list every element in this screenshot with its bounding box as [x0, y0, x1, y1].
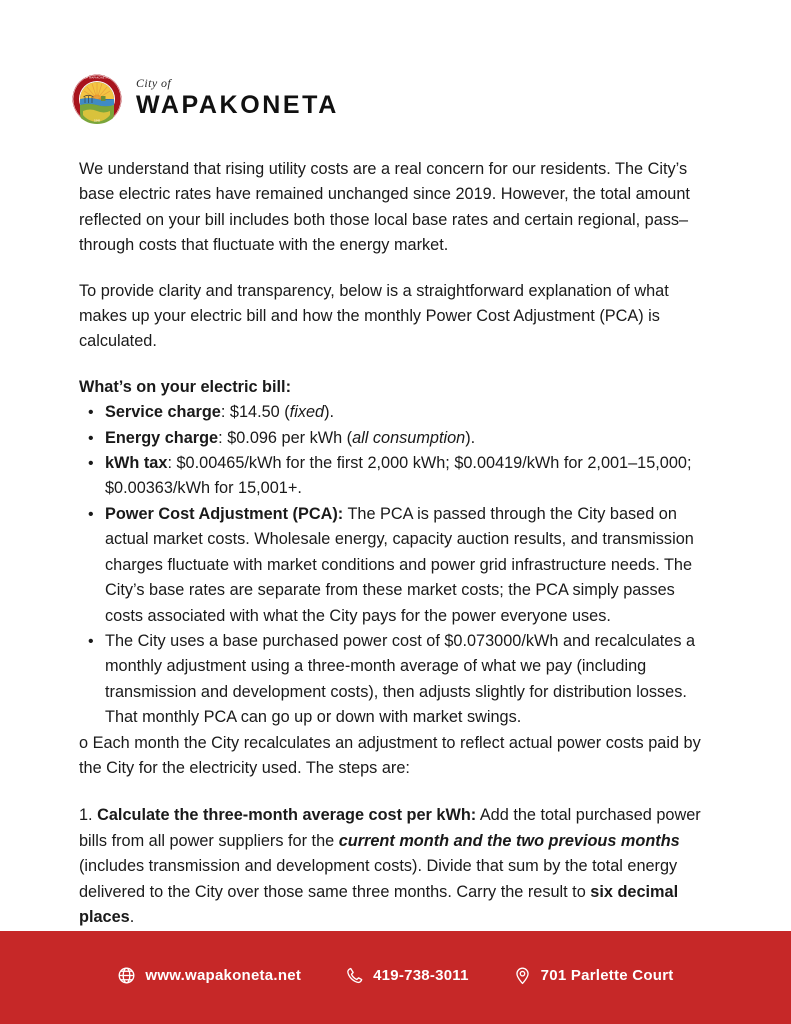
- electric-bill-section: [79, 375, 709, 782]
- bullet-text: $0.00465/kWh for the first 2,000 kWh; $0.00419/kWh for 2,001–15,000; $0.00363/kWh for 15,001+.: [105, 454, 692, 498]
- step-text-3: .: [129, 907, 135, 926]
- purpose-paragraph: To provide clarity and transparency, below is a straightforward explanation of what makes up your electric bill and how the monthly Power Cost Adjustment (PCA) is calculated.: [79, 281, 669, 351]
- step-text-2: (includes transmission and development costs). Divide that sum by the total energy delivered to the City over those same three months. Carry the result to: [79, 857, 678, 901]
- wordmark-city-name: WAPAKONETA: [136, 90, 339, 119]
- bill-component-list: [79, 400, 709, 730]
- footer-phone[interactable]: [345, 966, 469, 985]
- document-body: [79, 157, 709, 930]
- bullet-separator: :: [167, 454, 177, 473]
- list-item: [79, 629, 709, 731]
- footer-website[interactable]: [117, 966, 301, 985]
- step-text-1: Add the total purchased power bills from all power suppliers for the: [79, 806, 701, 850]
- footer-phone-label: 419-738-3011: [373, 967, 469, 984]
- step-heading: Calculate the three-month average cost per kWh:: [97, 806, 477, 825]
- svg-text:CITY OF WAPAKONETA, OHIO: CITY OF WAPAKONETA, OHIO: [77, 76, 117, 80]
- step-number: 1.: [79, 806, 98, 825]
- bullet-text: The PCA is passed through the City based on actual market costs. Wholesale energy, capacity auction results, and transmission charges fluctuate with market conditions and power grid infrastructure needs. The City’s base rates are separate from these market costs; the PCA simply passes costs associated with what the City pays for the power everyone uses.: [105, 504, 694, 625]
- footer-address[interactable]: [513, 966, 674, 985]
- bullet-text: The City uses a base purchased power cost of $0.073000/kWh and recalculates a monthly adjustment using a three-month average of what we pay (including transmission and development costs), then adjusts slightly for distribution losses. That monthly PCA can go up or down with market swings.: [105, 631, 696, 727]
- city-seal-icon: [72, 74, 122, 124]
- list-item: [79, 400, 709, 425]
- contact-footer: [0, 931, 791, 1024]
- svg-text:1849: 1849: [93, 119, 101, 123]
- bullet-emphasis: fixed: [289, 403, 325, 422]
- site-header: [72, 74, 339, 124]
- step-bold-tail: six decimal places: [79, 882, 679, 926]
- sub-note-line: o Each month the City recalculates an adjustment to reflect actual power costs paid by the City for the electricity used. The steps are:: [79, 733, 701, 777]
- list-item: [79, 426, 709, 451]
- footer-address-label: 701 Parlette Court: [540, 967, 674, 984]
- bullet-emphasis: all consumption: [352, 428, 466, 447]
- bullet-label: Service charge: [105, 403, 221, 422]
- step-emphasis: current month and the two previous months: [338, 831, 680, 850]
- bullet-separator: :: [220, 403, 230, 422]
- list-item: [79, 502, 709, 629]
- phone-icon: [345, 966, 364, 985]
- intro-paragraph: We understand that rising utility costs are a real concern for our residents. The City’s base electric rates have remained unchanged since 2019. However, the total amount reflected on your bill includes both those local base rates and certain regional, pass–through costs that fluctuate with the energy market.: [79, 160, 690, 255]
- spacer: [79, 781, 709, 803]
- globe-icon: [117, 966, 136, 985]
- bullet-label: kWh tax: [105, 454, 168, 473]
- bullet-text: $0.096 per kWh (: [227, 428, 353, 447]
- bullet-label: Energy charge: [105, 428, 219, 447]
- location-pin-icon: [513, 966, 532, 985]
- bullet-separator: :: [218, 428, 228, 447]
- footer-website-label: www.wapakoneta.net: [145, 967, 302, 984]
- bullet-text-tail: ).: [465, 428, 476, 447]
- city-wordmark: [136, 77, 339, 120]
- bullet-text: $14.50 (: [229, 403, 290, 422]
- bullet-label: Power Cost Adjustment (PCA):: [105, 504, 344, 523]
- step-one-paragraph: [79, 803, 709, 930]
- section-heading: What’s on your electric bill:: [79, 377, 291, 396]
- bullet-text-tail: ).: [324, 403, 335, 422]
- list-item: [79, 451, 709, 502]
- wordmark-eyebrow: City of: [136, 76, 172, 91]
